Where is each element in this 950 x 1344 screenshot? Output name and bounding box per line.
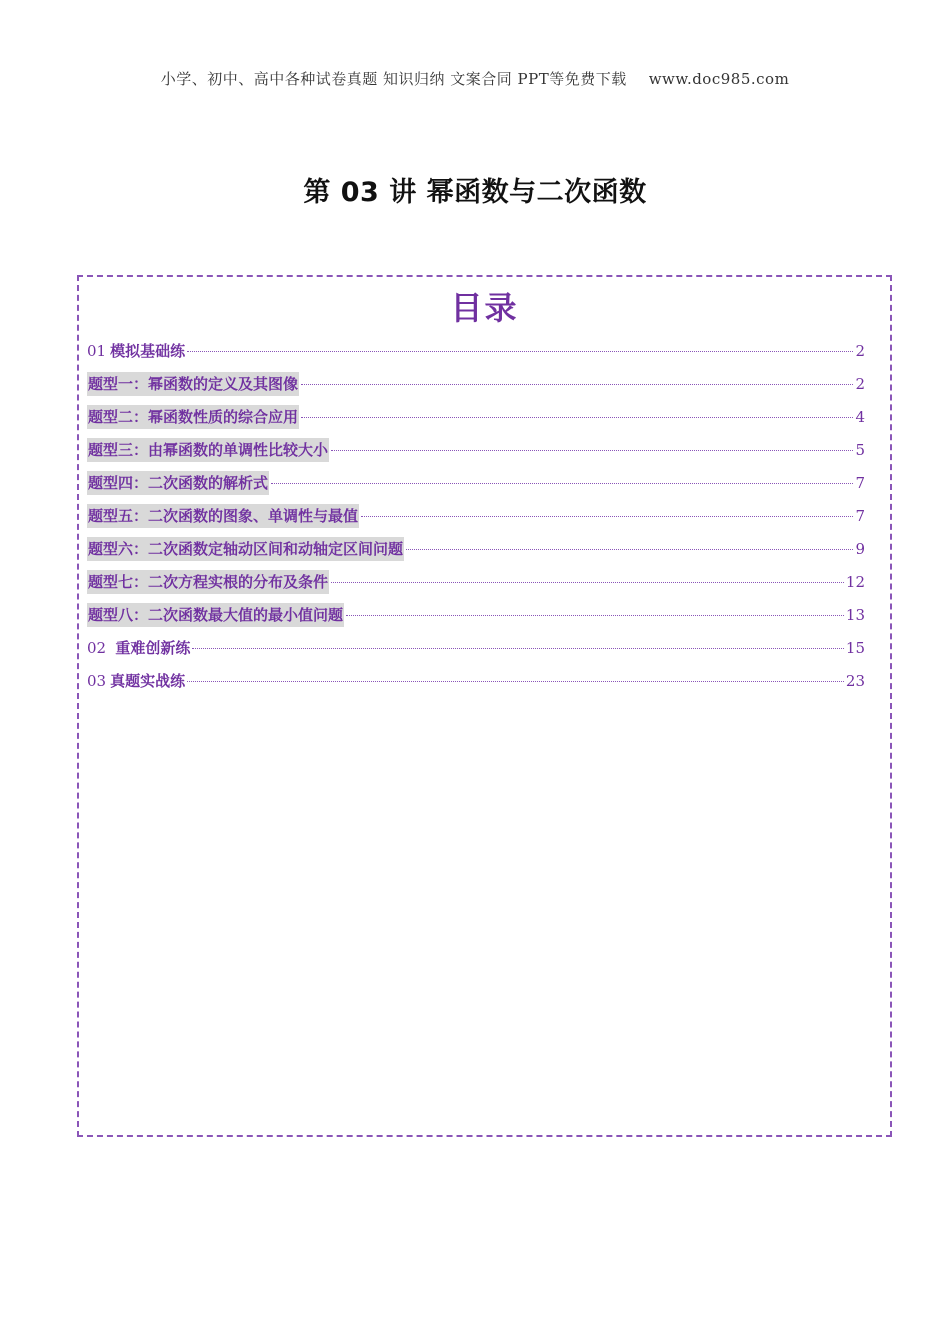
toc-dot-leader	[361, 516, 853, 517]
toc-item-number: 02	[87, 639, 107, 657]
toc-item-title: 模拟基础练	[110, 342, 186, 360]
toc-item-title: 题型六：二次函数定轴动区间和动轴定区间问题	[87, 537, 404, 561]
toc-item-title: 题型八：二次函数最大值的最小值问题	[87, 603, 344, 627]
toc-item-type-8[interactable]	[87, 603, 865, 636]
toc-item-page: 9	[855, 540, 865, 558]
toc-item-page: 2	[855, 342, 865, 360]
toc-item-title: 题型二：幂函数性质的综合应用	[87, 405, 299, 429]
toc-heading: 目录	[450, 289, 519, 327]
toc-item-section-02[interactable]	[87, 636, 865, 669]
toc-item-label	[87, 636, 190, 660]
toc-item-type-1[interactable]	[87, 372, 865, 405]
toc-item-page: 7	[855, 507, 865, 525]
document-title: 第 03 讲 幂函数与二次函数	[303, 177, 647, 208]
toc-dot-leader	[331, 582, 844, 583]
toc-item-title: 真题实战练	[110, 672, 186, 690]
toc-item-title: 重难创新练	[115, 639, 191, 657]
toc-item-type-7[interactable]	[87, 570, 865, 603]
toc-dot-leader	[192, 648, 844, 649]
toc-item-title: 题型五：二次函数的图象、单调性与最值	[87, 504, 359, 528]
header-url[interactable]: www.doc985.com	[648, 70, 790, 88]
toc-dot-leader	[331, 450, 853, 451]
toc-dot-leader	[406, 549, 853, 550]
toc-item-page: 15	[845, 639, 865, 657]
toc-item-type-6[interactable]	[87, 537, 865, 570]
toc-item-label	[87, 669, 185, 693]
toc-item-number: 03	[87, 672, 107, 690]
toc-dot-leader	[271, 483, 853, 484]
toc-dot-leader	[187, 681, 844, 682]
toc-item-type-4[interactable]	[87, 471, 865, 504]
toc-item-page: 12	[845, 573, 865, 591]
toc-item-page: 23	[845, 672, 865, 690]
toc-item-section-03[interactable]	[87, 669, 865, 702]
page-header	[0, 68, 950, 89]
toc-item-page: 5	[855, 441, 865, 459]
toc-list	[87, 339, 865, 702]
toc-dot-leader	[187, 351, 853, 352]
header-text: 小学、初中、高中各种试卷真题 知识归纳 文案合同 PPT等免费下载	[160, 70, 627, 88]
toc-item-type-5[interactable]	[87, 504, 865, 537]
toc-dot-leader	[301, 384, 853, 385]
toc-item-title: 题型一：幂函数的定义及其图像	[87, 372, 299, 396]
toc-item-type-2[interactable]	[87, 405, 865, 438]
toc-item-title: 题型三：由幂函数的单调性比较大小	[87, 438, 329, 462]
toc-dot-leader	[301, 417, 853, 418]
table-of-contents	[77, 275, 892, 1137]
toc-dot-leader	[346, 615, 844, 616]
toc-item-page: 7	[855, 474, 865, 492]
toc-item-page: 4	[855, 408, 865, 426]
toc-item-number: 01	[87, 342, 107, 360]
toc-item-type-3[interactable]	[87, 438, 865, 471]
toc-item-label	[87, 339, 185, 363]
toc-item-title: 题型七：二次方程实根的分布及条件	[87, 570, 329, 594]
toc-item-title: 题型四：二次函数的解析式	[87, 471, 269, 495]
toc-item-page: 2	[855, 375, 865, 393]
toc-item-page: 13	[845, 606, 865, 624]
toc-item-section-01[interactable]	[87, 339, 865, 372]
